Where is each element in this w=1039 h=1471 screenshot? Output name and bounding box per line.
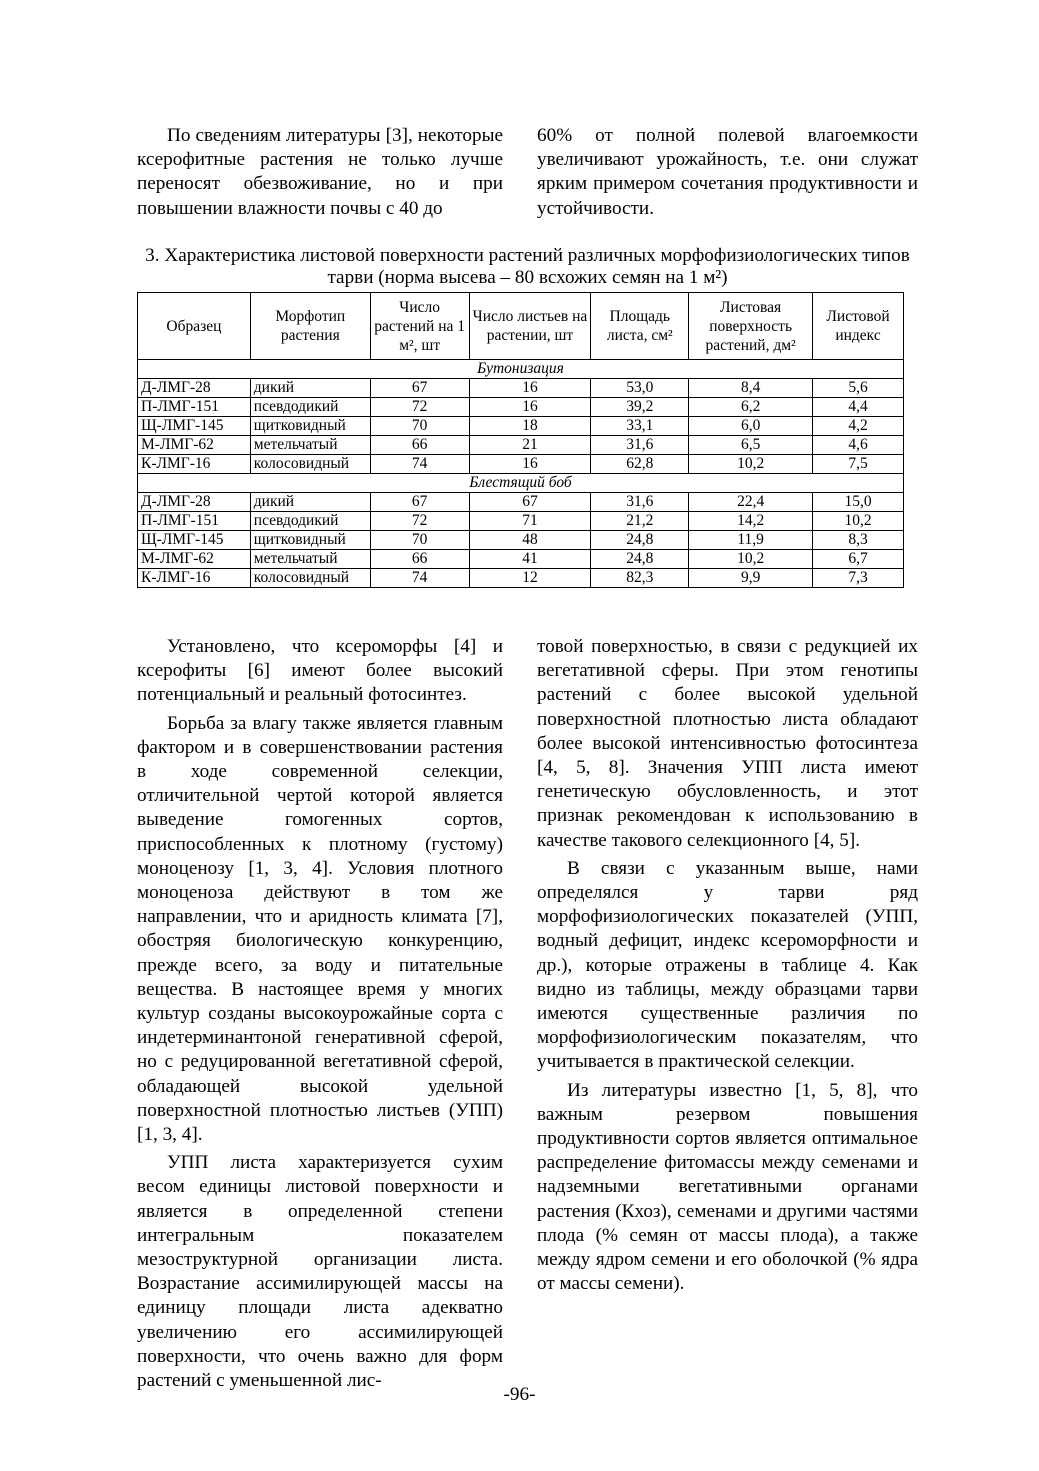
table-cell: М-ЛМГ-62 (138, 550, 251, 569)
table-cell: псевдодикий (250, 398, 370, 417)
text-column-top-right (537, 124, 918, 221)
column-header: Образец (138, 293, 251, 360)
text-column-bottom-left (137, 635, 503, 1393)
table-cell: 21 (469, 436, 591, 455)
table-cell: 10,2 (813, 512, 904, 531)
table-cell: дикий (250, 379, 370, 398)
paragraph: Из литературы известно [1, 5, 8], что важным резервом повышения продуктивности сортов является оптимальное распределение фитомассы между семенами и надземными вегетативными органами растения (Кхоз), семенами и другими частями плода (% семян от массы плода), а также между ядром семени и его оболочкой (% ядра от массы семени). (537, 1079, 918, 1295)
table-row (138, 531, 904, 550)
table-cell: К-ЛМГ-16 (138, 569, 251, 588)
table-cell: метельчатый (250, 550, 370, 569)
table-cell: щитковидный (250, 417, 370, 436)
table-cell: 72 (370, 398, 469, 417)
data-table (137, 292, 904, 588)
table-cell: 66 (370, 550, 469, 569)
table-cell: 6,0 (689, 417, 813, 436)
table-cell: 31,6 (591, 493, 689, 512)
table-cell: 7,3 (813, 569, 904, 588)
table-row (138, 379, 904, 398)
page-number: -96- (503, 1384, 536, 1405)
table-cell: П-ЛМГ-151 (138, 512, 251, 531)
table-cell: 74 (370, 569, 469, 588)
table-cell: 4,4 (813, 398, 904, 417)
table-cell: 16 (469, 379, 591, 398)
column-header: Листовая поверхность растений, дм² (689, 293, 813, 360)
table-caption: 3. Характеристика листовой поверхности растений различных морфофизиологических типов тарви (норма высева – 80 всхожих семян на 1 м²) (145, 245, 910, 288)
table-body (138, 360, 904, 588)
paragraph: товой поверхностью, в связи с редукцией их вегетативной сферы. При этом генотипы растений с более высокой удельной поверхностной плотностью листа обладают более высокой интенсивностью фотосинтеза [4, 5, 8]. Значения УПП листа имеют генетическую обусловленность, и этот признак рекомендован к использованию в качестве такового селекционного [4, 5]. (537, 636, 918, 851)
table-row (138, 455, 904, 474)
text-column-top-left (137, 124, 503, 221)
table-cell: 70 (370, 417, 469, 436)
column-header: Число растений на 1 м², шт (370, 293, 469, 360)
column-header: Листовой индекс (813, 293, 904, 360)
section-label: Блестящий боб (138, 474, 904, 493)
table-cell: 10,2 (689, 455, 813, 474)
paragraph: 60% от полной полевой влагоемкости увеличивают урожайность, т.е. они служат ярким примером сочетания продуктивности и устойчивости. (537, 125, 918, 219)
table-row (138, 569, 904, 588)
table-row (138, 436, 904, 455)
column-header: Площадь листа, см² (591, 293, 689, 360)
table-cell: 8,3 (813, 531, 904, 550)
table-cell: 67 (370, 493, 469, 512)
table-cell: псевдодикий (250, 512, 370, 531)
table-cell: дикий (250, 493, 370, 512)
table-cell: П-ЛМГ-151 (138, 398, 251, 417)
table-cell: 66 (370, 436, 469, 455)
table-row (138, 550, 904, 569)
table-cell: М-ЛМГ-62 (138, 436, 251, 455)
table-cell: 9,9 (689, 569, 813, 588)
table-cell: 33,1 (591, 417, 689, 436)
table-cell: 24,8 (591, 531, 689, 550)
table-cell: Щ-ЛМГ-145 (138, 531, 251, 550)
table-row (138, 398, 904, 417)
paragraph: По сведениям литературы [3], некоторые ксерофитные растения не только лучше переносят обезвоживание, но и при повышении влажности почвы с 40 до (137, 125, 503, 219)
table-cell: 6,7 (813, 550, 904, 569)
table-cell: 48 (469, 531, 591, 550)
table-cell: 16 (469, 398, 591, 417)
table-cell: 74 (370, 455, 469, 474)
table-cell: 8,4 (689, 379, 813, 398)
table-cell: 16 (469, 455, 591, 474)
table-cell: 53,0 (591, 379, 689, 398)
table-row (138, 512, 904, 531)
table-cell: К-ЛМГ-16 (138, 455, 251, 474)
paragraph: В связи с указанным выше, нами определялся у тарви ряд морфофизиологических показателей (УПП, водный дефицит, индекс ксероморфности и др.), которые отражены в таблице 4. Как видно из таблицы, между образцами тарви имеются существенные различия по морфофизиологическим показателям, что учитывается в практической селекции. (537, 857, 918, 1073)
table-cell: 4,2 (813, 417, 904, 436)
table-cell: 10,2 (689, 550, 813, 569)
table-cell: 62,8 (591, 455, 689, 474)
text-column-bottom-right (537, 635, 918, 1296)
table-row (138, 417, 904, 436)
table-cell: 72 (370, 512, 469, 531)
table-cell: Щ-ЛМГ-145 (138, 417, 251, 436)
table-cell: 11,9 (689, 531, 813, 550)
table-cell: 22,4 (689, 493, 813, 512)
table-cell: 18 (469, 417, 591, 436)
table-cell: 5,6 (813, 379, 904, 398)
column-header: Число листьев на растении, шт (469, 293, 591, 360)
paragraph: Установлено, что ксероморфы [4] и ксерофиты [6] имеют более высокий потенциальный и реальный фотосинтез. (137, 636, 503, 706)
paragraph: УПП листа характеризуется сухим весом единицы листовой поверхности и является в определенной степени интегральным показателем мезоструктурной организации листа. Возрастание ассимилирующей массы на единицу площади листа адекватно увеличению его ассимилирующей поверхности, что очень важно для форм растений с уменьшенной лис- (137, 1152, 503, 1392)
section-label: Бутонизация (138, 360, 904, 379)
table-cell: 6,2 (689, 398, 813, 417)
table-cell: 31,6 (591, 436, 689, 455)
table-section-row (138, 474, 904, 493)
table-row (138, 493, 904, 512)
table-section-row (138, 360, 904, 379)
table-cell: Д-ЛМГ-28 (138, 379, 251, 398)
table-cell: 67 (469, 493, 591, 512)
table-cell: 67 (370, 379, 469, 398)
table-cell: колосовидный (250, 455, 370, 474)
table-cell: 6,5 (689, 436, 813, 455)
table-cell: 12 (469, 569, 591, 588)
column-header: Морфотип растения (250, 293, 370, 360)
table-cell: 82,3 (591, 569, 689, 588)
table-cell: 15,0 (813, 493, 904, 512)
table-cell: 39,2 (591, 398, 689, 417)
table-cell: 71 (469, 512, 591, 531)
table-cell: 24,8 (591, 550, 689, 569)
paragraph: Борьба за влагу также является главным фактором и в совершенствовании растения в ходе современной селекции, отличительной чертой которой является выведение гомогенных сортов, приспособленных к плотному (густому) моноценозу [1, 3, 4]. Условия плотного моноценоза действуют в том же направлении, что и аридность климата [7], обостряя биологическую конкуренцию, прежде всего, за воду и питательные вещества. В настоящее время у многих культур созданы высокоурожайные сорта с индетерминантоной генеративной сферой, но с редуцированной вегетативной сферой, обладающей высокой удельной поверхностной плотностью листьев (УПП) [1, 3, 4]. (137, 712, 503, 1146)
table-cell: щитковидный (250, 531, 370, 550)
table-cell: колосовидный (250, 569, 370, 588)
table-header-row (138, 293, 904, 360)
table-cell: 41 (469, 550, 591, 569)
table-cell: 21,2 (591, 512, 689, 531)
table-cell: 14,2 (689, 512, 813, 531)
table-cell: 4,6 (813, 436, 904, 455)
table-cell: Д-ЛМГ-28 (138, 493, 251, 512)
table-cell: 7,5 (813, 455, 904, 474)
table-cell: метельчатый (250, 436, 370, 455)
table-cell: 70 (370, 531, 469, 550)
